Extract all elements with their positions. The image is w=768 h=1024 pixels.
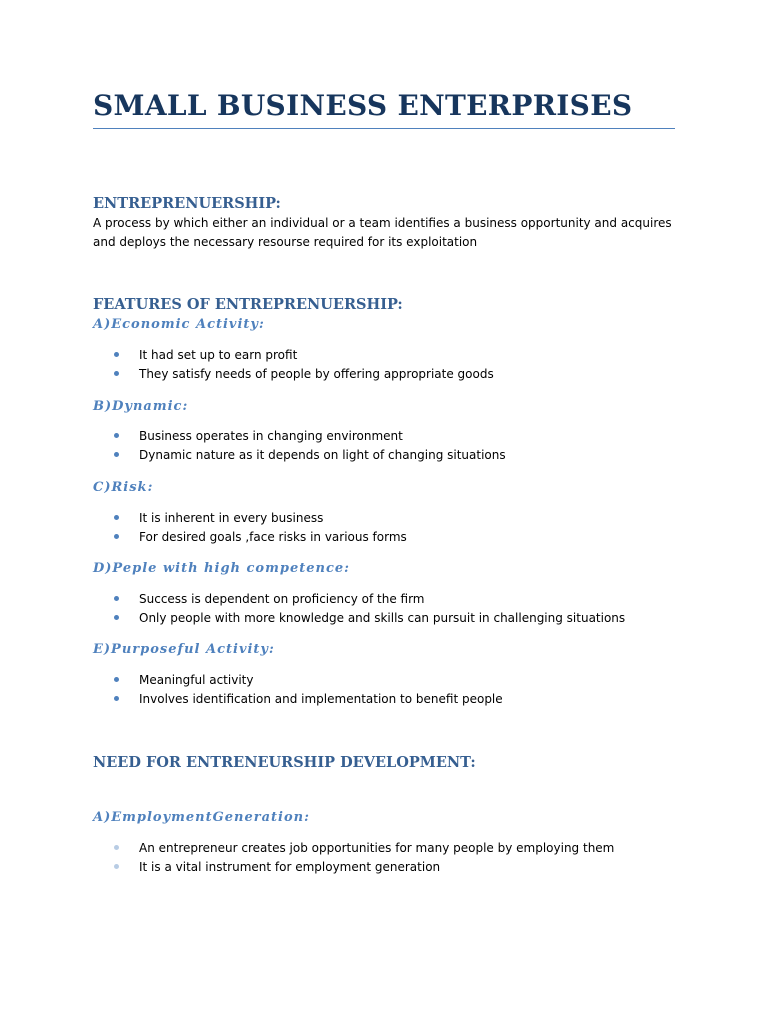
subheading-economic-activity: A)Economic Activity: bbox=[93, 317, 265, 332]
bullet-list bbox=[93, 509, 675, 547]
list-item bbox=[93, 365, 675, 384]
list-item-text: An entrepreneur creates job opportunities for many people by employing them bbox=[139, 841, 615, 855]
spacer bbox=[93, 129, 675, 194]
bullet-list bbox=[93, 590, 675, 628]
list-item bbox=[93, 609, 675, 628]
list-item bbox=[93, 839, 675, 858]
bullet-icon bbox=[114, 433, 119, 438]
list-item bbox=[93, 528, 675, 547]
bullet-icon bbox=[114, 452, 119, 457]
subheading-dynamic: B)Dynamic: bbox=[93, 399, 189, 414]
heading-entrepreneurship: ENTREPRENUERSHIP: bbox=[93, 195, 281, 212]
bullet-list bbox=[93, 839, 675, 877]
subheading-risk: C)Risk: bbox=[93, 480, 154, 495]
bullet-icon bbox=[114, 515, 119, 520]
list-item-text: Meaningful activity bbox=[139, 673, 254, 687]
bullet-list bbox=[93, 427, 675, 465]
definition-paragraph: A process by which either an individual or a team identifies a business opportunity and acquires and deploys the necessary resourse required for its exploitation bbox=[93, 216, 672, 249]
bullet-list bbox=[93, 671, 675, 709]
bullet-icon bbox=[114, 696, 119, 701]
subheading-purposeful-activity: E)Purposeful Activity: bbox=[93, 642, 275, 657]
subheading-high-competence: D)Peple with high competence: bbox=[93, 561, 350, 576]
bullet-icon bbox=[114, 845, 119, 850]
list-item bbox=[93, 671, 675, 690]
bullet-icon bbox=[114, 596, 119, 601]
document-page bbox=[93, 88, 675, 877]
list-item bbox=[93, 446, 675, 465]
list-item-text: Involves identification and implementation to benefit people bbox=[139, 692, 503, 706]
list-item-text: For desired goals ,face risks in various forms bbox=[139, 530, 407, 544]
bullet-icon bbox=[114, 864, 119, 869]
list-item bbox=[93, 346, 675, 365]
list-item-text: Dynamic nature as it depends on light of changing situations bbox=[139, 448, 506, 462]
bullet-icon bbox=[114, 677, 119, 682]
spacer bbox=[93, 252, 675, 295]
bullet-icon bbox=[114, 352, 119, 357]
list-item-text: Business operates in changing environment bbox=[139, 429, 403, 443]
bullet-icon bbox=[114, 371, 119, 376]
heading-features: FEATURES OF ENTREPRENUERSHIP: bbox=[93, 296, 403, 313]
list-item-text: It is inherent in every business bbox=[139, 511, 324, 525]
bullet-icon bbox=[114, 615, 119, 620]
page-title: SMALL BUSINESS ENTERPRISES bbox=[93, 88, 675, 129]
list-item-text: It is a vital instrument for employment generation bbox=[139, 860, 441, 874]
bullet-list bbox=[93, 346, 675, 384]
list-item bbox=[93, 427, 675, 446]
list-item-text: It had set up to earn profit bbox=[139, 348, 298, 362]
list-item-text: Only people with more knowledge and skills can pursuit in challenging situations bbox=[139, 611, 626, 625]
list-item-text: Success is dependent on proficiency of the firm bbox=[139, 592, 425, 606]
subheading-employment-generation: A)EmploymentGeneration: bbox=[93, 810, 310, 825]
list-item bbox=[93, 858, 675, 877]
list-item bbox=[93, 690, 675, 709]
list-item-text: They satisfy needs of people by offering appropriate goods bbox=[139, 367, 494, 381]
heading-need-development: NEED FOR ENTRENEURSHIP DEVELOPMENT: bbox=[93, 754, 476, 771]
list-item bbox=[93, 590, 675, 609]
bullet-icon bbox=[114, 534, 119, 539]
list-item bbox=[93, 509, 675, 528]
